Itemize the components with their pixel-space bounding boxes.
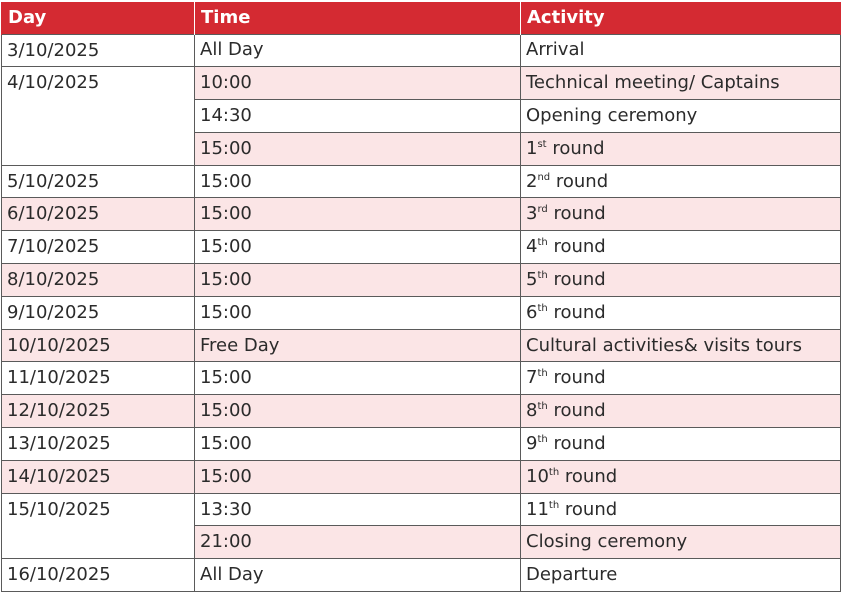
table-row — [2, 231, 841, 264]
header-time: Time — [195, 2, 521, 34]
round-word: round — [559, 465, 618, 487]
activity-cell — [521, 362, 841, 395]
activity-text: Departure — [526, 564, 618, 586]
time-cell: 15:00 — [195, 296, 521, 329]
round-word: round — [547, 203, 606, 225]
time-cell: 21:00 — [195, 526, 521, 559]
round-number: 6 — [526, 301, 538, 323]
day-cell: 5/10/2025 — [2, 165, 195, 198]
round-number: 5 — [526, 268, 538, 290]
activity-cell — [521, 460, 841, 493]
day-cell: 4/10/2025 — [2, 67, 195, 165]
ordinal-suffix: th — [548, 499, 560, 511]
table-row — [2, 198, 841, 231]
activity-cell — [521, 132, 841, 165]
round-word: round — [547, 400, 606, 422]
activity-text: Cultural activities& visits tours — [526, 334, 802, 356]
table-row — [2, 559, 841, 592]
table-row — [2, 296, 841, 329]
activity-cell — [521, 165, 841, 198]
table-row — [2, 67, 841, 100]
time-cell: 15:00 — [195, 460, 521, 493]
round-word: round — [547, 236, 606, 258]
ordinal-suffix: th — [537, 302, 548, 314]
table-body — [2, 34, 841, 592]
day-cell: 15/10/2025 — [2, 493, 195, 559]
table-row — [2, 362, 841, 395]
ordinal-suffix: rd — [537, 204, 548, 216]
activity-cell — [521, 296, 841, 329]
table-row — [2, 493, 841, 526]
round-word: round — [550, 170, 609, 192]
header-day: Day — [2, 2, 195, 34]
activity-cell — [521, 526, 841, 559]
round-number: 2 — [526, 170, 538, 192]
day-cell: 14/10/2025 — [2, 460, 195, 493]
activity-cell — [521, 428, 841, 461]
activity-text: Closing ceremony — [526, 531, 688, 553]
time-cell: 15:00 — [195, 198, 521, 231]
ordinal-suffix: th — [537, 433, 548, 445]
table-row — [2, 428, 841, 461]
table-row — [2, 165, 841, 198]
round-word: round — [559, 498, 618, 520]
activity-cell — [521, 559, 841, 592]
round-number: 7 — [526, 367, 538, 389]
round-number: 11 — [526, 498, 549, 520]
activity-cell — [521, 329, 841, 362]
time-cell: 10:00 — [195, 67, 521, 100]
time-cell: 15:00 — [195, 132, 521, 165]
round-word: round — [547, 268, 606, 290]
activity-cell — [521, 198, 841, 231]
table-row — [2, 460, 841, 493]
day-cell: 10/10/2025 — [2, 329, 195, 362]
day-cell: 3/10/2025 — [2, 34, 195, 67]
round-number: 3 — [526, 203, 538, 225]
ordinal-suffix: st — [537, 138, 547, 150]
activity-cell — [521, 493, 841, 526]
day-cell: 6/10/2025 — [2, 198, 195, 231]
ordinal-suffix: th — [537, 401, 548, 413]
activity-text: Technical meeting/ Captains — [526, 72, 780, 94]
time-cell: 15:00 — [195, 395, 521, 428]
ordinal-suffix: th — [537, 237, 548, 249]
time-cell: 13:30 — [195, 493, 521, 526]
schedule-table — [1, 2, 841, 592]
round-word: round — [546, 137, 605, 159]
activity-cell — [521, 231, 841, 264]
time-cell: 15:00 — [195, 362, 521, 395]
round-number: 10 — [526, 465, 549, 487]
table-row — [2, 34, 841, 67]
round-number: 1 — [526, 137, 538, 159]
activity-cell — [521, 67, 841, 100]
day-cell: 9/10/2025 — [2, 296, 195, 329]
time-cell: 15:00 — [195, 428, 521, 461]
table-row — [2, 395, 841, 428]
day-cell: 12/10/2025 — [2, 395, 195, 428]
activity-text: Arrival — [526, 39, 585, 61]
activity-text: Opening ceremony — [526, 104, 698, 126]
time-cell: 14:30 — [195, 100, 521, 133]
time-cell: All Day — [195, 34, 521, 67]
header-row — [2, 2, 841, 34]
time-cell: 15:00 — [195, 231, 521, 264]
day-cell: 16/10/2025 — [2, 559, 195, 592]
ordinal-suffix: th — [548, 466, 560, 478]
activity-cell — [521, 264, 841, 297]
time-cell: 15:00 — [195, 165, 521, 198]
ordinal-suffix: nd — [537, 171, 551, 183]
day-cell: 11/10/2025 — [2, 362, 195, 395]
round-word: round — [547, 301, 606, 323]
activity-cell — [521, 100, 841, 133]
header-activity: Activity — [521, 2, 841, 34]
day-cell: 7/10/2025 — [2, 231, 195, 264]
table-header — [2, 2, 841, 34]
time-cell: 15:00 — [195, 264, 521, 297]
activity-cell — [521, 34, 841, 67]
round-number: 4 — [526, 236, 538, 258]
ordinal-suffix: th — [537, 368, 548, 380]
activity-cell — [521, 395, 841, 428]
table-row — [2, 264, 841, 297]
time-cell: All Day — [195, 559, 521, 592]
ordinal-suffix: th — [537, 269, 548, 281]
round-number: 9 — [526, 432, 538, 454]
round-number: 8 — [526, 400, 538, 422]
table-row — [2, 329, 841, 362]
day-cell: 13/10/2025 — [2, 428, 195, 461]
round-word: round — [547, 432, 606, 454]
time-cell: Free Day — [195, 329, 521, 362]
day-cell: 8/10/2025 — [2, 264, 195, 297]
round-word: round — [547, 367, 606, 389]
